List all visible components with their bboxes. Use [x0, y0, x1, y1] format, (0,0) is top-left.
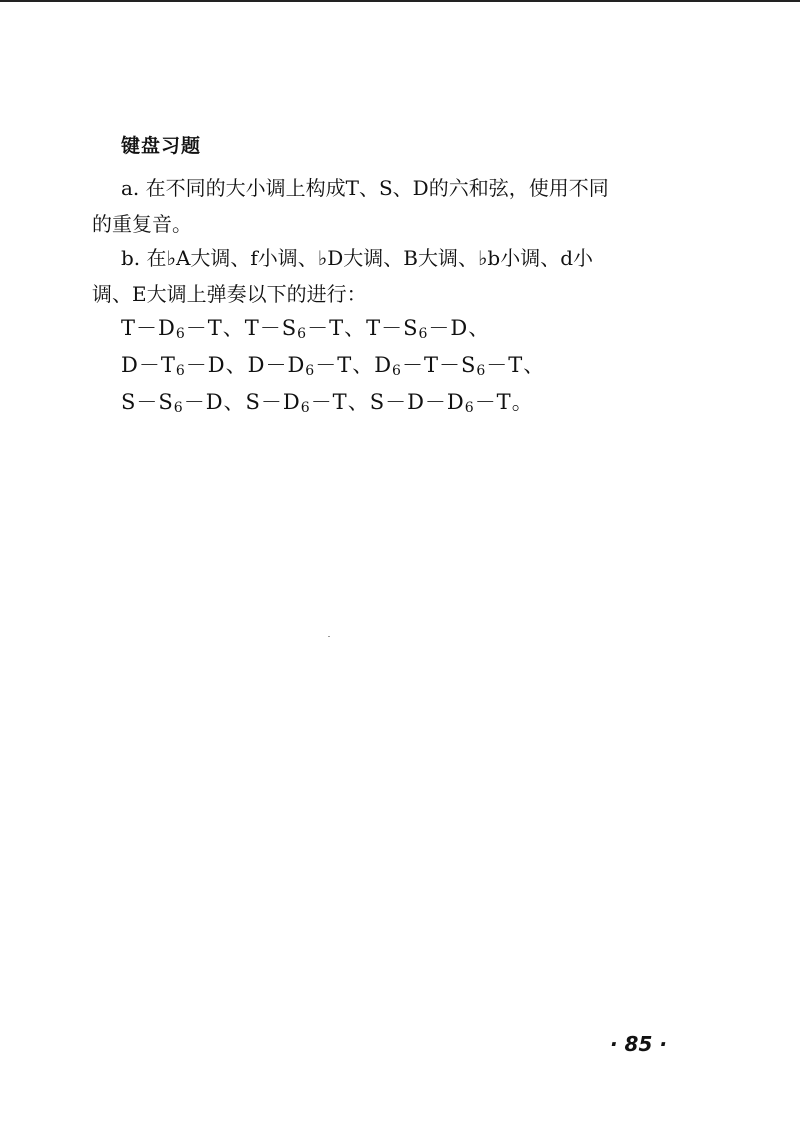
- section-heading: 键盘习题: [121, 135, 202, 157]
- exercise-b-line-2: 调、E大调上弹奏以下的进行：: [92, 282, 367, 306]
- chord-inversion-subscript: 6: [418, 326, 429, 342]
- exercise-a: [92, 170, 681, 242]
- progression-segment: －T－S: [401, 353, 477, 377]
- progression-segment: －T、T－S: [307, 316, 419, 340]
- progression-segment: －T、T－S: [185, 316, 298, 340]
- progression-segment: T－D: [121, 316, 176, 340]
- chord-inversion-subscript: 6: [173, 400, 184, 416]
- page-number: · 85 ·: [610, 1032, 667, 1056]
- chord-inversion-subscript: 6: [175, 363, 186, 379]
- progression-line-3: [121, 386, 534, 416]
- progression-segment: －T、S－D－D: [310, 390, 465, 414]
- chord-inversion-subscript: 6: [305, 363, 316, 379]
- progression-segment: －D、: [428, 316, 491, 340]
- exercise-b-line-1: b. 在♭A大调、f小调、♭D大调、B大调、♭b小调、d小: [121, 246, 594, 270]
- progression-segment: －T。: [474, 390, 534, 414]
- chord-inversion-subscript: 6: [175, 326, 186, 342]
- chord-inversion-subscript: 6: [476, 363, 487, 379]
- progression-segment: S－S: [121, 390, 174, 414]
- progression-segment: －T、: [486, 353, 546, 377]
- progression-segment: －D、D－D: [185, 353, 306, 377]
- chord-inversion-subscript: 6: [392, 363, 402, 379]
- exercise-b: [92, 240, 681, 312]
- scan-speck: [328, 636, 330, 637]
- chord-inversion-subscript: 6: [300, 400, 311, 416]
- chord-inversion-subscript: 6: [297, 326, 308, 342]
- progression-line-1: [121, 312, 490, 342]
- exercise-a-line-1: a. 在不同的大小调上构成T、S、D的六和弦，使用不同: [121, 176, 609, 200]
- top-border-line: [0, 0, 800, 2]
- chord-inversion-subscript: 6: [464, 400, 475, 416]
- progression-segment: D－T: [121, 353, 176, 377]
- progression-segment: －T、D: [315, 353, 393, 377]
- progression-segment: －D、S－D: [183, 390, 301, 414]
- progression-line-2: [121, 349, 545, 379]
- exercise-a-line-2: 的重复音。: [92, 212, 192, 236]
